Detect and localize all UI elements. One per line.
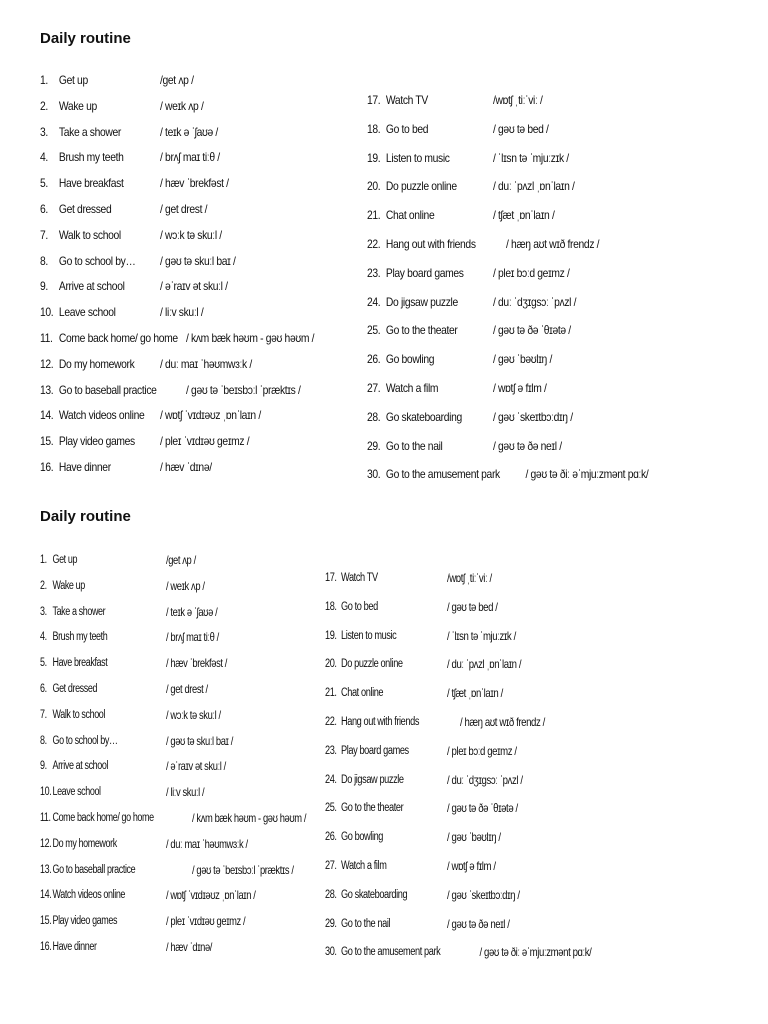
list-item: [40, 433, 250, 459]
item-phrase: Watch TV: [341, 572, 378, 584]
item-phrase: Play video games: [58, 434, 135, 449]
item-phrase: Chat online: [385, 208, 435, 223]
list-item: [40, 253, 236, 279]
item-number: 3.: [40, 605, 47, 618]
item-phrase: Have breakfast: [58, 176, 124, 191]
list-item: [40, 304, 204, 330]
item-pronunciation: / gəʊ tə ðiː əˈmjuːzmənt pɑːk/: [479, 945, 592, 960]
item-number: 21.: [367, 208, 381, 223]
item-phrase: Play board games: [385, 265, 464, 280]
item-pronunciation: / gəʊ tə skuːl baɪ /: [159, 253, 236, 268]
item-number: 18.: [367, 121, 381, 136]
item-number: 7.: [40, 708, 47, 721]
list-item: [40, 98, 204, 124]
item-phrase: Get up: [52, 554, 78, 566]
item-number: 10.: [40, 786, 52, 799]
item-phrase: Take a shower: [58, 124, 122, 139]
item-phrase: Go to school by…: [58, 253, 136, 268]
item-number: 2.: [40, 579, 47, 592]
item-number: 12.: [40, 356, 54, 371]
item-pronunciation: / əˈraɪv ət skuːl /: [159, 279, 228, 294]
item-phrase: Go to the nail: [385, 438, 443, 453]
item-pronunciation: / wɒtʃ ə fɪlm /: [447, 859, 496, 873]
list-item: [325, 743, 517, 772]
item-phrase: Do my homework: [58, 356, 135, 371]
section-title: Daily routine: [40, 508, 131, 525]
item-pronunciation: / wɒtʃ ˈvɪdɪəʊz ˌɒnˈlaɪn /: [165, 888, 256, 903]
item-pronunciation: / hæv ˈbrekfəst /: [159, 176, 229, 191]
item-phrase: Go to baseball practice: [52, 863, 136, 876]
list-item: [40, 227, 222, 253]
item-pronunciation: / get drest /: [159, 202, 208, 216]
list-item: [40, 149, 220, 175]
item-phrase: Watch TV: [385, 93, 428, 107]
list-item: [367, 265, 570, 294]
item-number: 8.: [40, 734, 47, 747]
item-pronunciation: / gəʊ tə ˈbeɪsbɔːl ˈpræktɪs /: [185, 382, 301, 397]
item-pronunciation: / brʌʃ maɪ tiːθ /: [159, 150, 220, 165]
item-number: 5.: [40, 657, 47, 670]
list-item: [40, 604, 218, 630]
item-phrase: Brush my teeth: [52, 631, 108, 644]
item-phrase: Come back home/ go home: [58, 331, 178, 345]
item-phrase: Hang out with friends: [341, 716, 420, 728]
item-phrase: Do jigsaw puzzle: [341, 773, 404, 786]
section-title: Daily routine: [40, 30, 131, 47]
item-phrase: Go to bed: [385, 121, 429, 136]
item-number: 7.: [40, 227, 48, 242]
list-item: [40, 862, 294, 888]
item-pronunciation: / wɒtʃ ə fɪlm /: [492, 381, 547, 395]
item-phrase: Go bowling: [385, 352, 435, 367]
item-phrase: Wake up: [58, 98, 97, 113]
list-item: [40, 72, 194, 98]
item-pronunciation: / gəʊ ˈskeɪtbɔːdɪŋ /: [492, 409, 573, 424]
item-number: 24.: [325, 773, 337, 786]
item-number: 13.: [40, 382, 54, 397]
item-pronunciation: / teɪk ə ˈʃaʊə /: [165, 604, 218, 619]
item-number: 18.: [325, 600, 337, 613]
item-pronunciation: / gəʊ tə ðə neɪl /: [447, 916, 510, 931]
list-item: [40, 887, 256, 913]
item-phrase: Go to the nail: [341, 917, 391, 930]
list-item: [40, 655, 227, 681]
list-item: [367, 322, 571, 351]
item-number: 16.: [40, 941, 52, 953]
list-item: [40, 629, 219, 655]
item-pronunciation: / liːv skuːl /: [165, 785, 205, 800]
list-item: [40, 201, 208, 227]
list-item: [40, 784, 205, 810]
item-number: 14.: [40, 889, 52, 902]
item-pronunciation: / tʃæt ˌɒnˈlaɪn /: [447, 686, 503, 701]
item-phrase: Wake up: [52, 579, 85, 592]
list-item: [367, 150, 569, 179]
item-phrase: Go to baseball practice: [58, 382, 157, 397]
item-phrase: Chat online: [341, 687, 384, 700]
item-pronunciation: /get ʌp /: [165, 553, 196, 567]
list-item: [325, 829, 501, 858]
item-phrase: Watch a film: [341, 860, 387, 872]
item-number: 21.: [325, 687, 337, 700]
item-pronunciation: /wɒtʃ ˌtiːˈviː /: [447, 571, 492, 585]
item-pronunciation: / wɔːk tə skuːl /: [159, 227, 222, 242]
item-phrase: Listen to music: [385, 150, 450, 165]
item-pronunciation: / gəʊ tə skuːl baɪ /: [165, 733, 233, 748]
item-phrase: Watch videos online: [52, 889, 126, 902]
item-number: 4.: [40, 150, 48, 165]
item-phrase: Leave school: [58, 305, 116, 320]
item-pronunciation: / gəʊ tə ðə neɪl /: [492, 438, 562, 453]
item-number: 12.: [40, 837, 52, 850]
list-item: [367, 466, 649, 495]
item-pronunciation: / get drest /: [165, 682, 208, 696]
item-pronunciation: / weɪk ʌp /: [159, 98, 204, 113]
item-number: 30.: [325, 946, 337, 959]
item-pronunciation: / gəʊ tə bed /: [447, 599, 498, 614]
list-item: [325, 772, 523, 801]
item-pronunciation: / wɒtʃ ˈvɪdɪəʊz ˌɒnˈlaɪn /: [159, 408, 261, 423]
item-pronunciation: / duː maɪ ˈhəʊmwɜːk /: [159, 356, 252, 371]
list-item: [40, 278, 228, 304]
item-phrase: Leave school: [52, 786, 101, 799]
list-item: [325, 599, 498, 628]
list-item: [40, 939, 212, 965]
item-number: 25.: [325, 802, 337, 815]
item-pronunciation: / hæŋ aʊt wɪð frendz /: [505, 237, 600, 251]
item-number: 22.: [367, 237, 381, 251]
list-item: [367, 380, 547, 409]
list-item: [325, 916, 510, 945]
item-number: 20.: [325, 658, 337, 671]
item-pronunciation: / gəʊ ˈskeɪtbɔːdɪŋ /: [447, 887, 520, 902]
item-pronunciation: / gəʊ tə ˈbeɪsbɔːl ˈpræktɪs /: [191, 862, 294, 877]
item-number: 15.: [40, 915, 52, 928]
item-number: 3.: [40, 124, 48, 139]
item-pronunciation: / hæŋ aʊt wɪð frendz /: [460, 715, 545, 729]
list-item: [367, 207, 555, 236]
list-item: [40, 578, 205, 604]
item-phrase: Come back home/ go home: [52, 812, 154, 824]
list-item: [367, 92, 543, 121]
item-pronunciation: / gəʊ ˈbəʊlɪŋ /: [492, 352, 553, 367]
item-phrase: Do jigsaw puzzle: [385, 294, 458, 309]
item-phrase: Get dressed: [58, 202, 112, 216]
item-number: 15.: [40, 434, 54, 449]
item-pronunciation: / weɪk ʌp /: [165, 578, 205, 593]
item-pronunciation: / ˈlɪsn tə ˈmjuːzɪk /: [447, 628, 516, 643]
list-item: [325, 656, 522, 685]
item-phrase: Watch a film: [385, 381, 439, 395]
item-phrase: Take a shower: [52, 605, 106, 618]
list-item: [367, 121, 549, 150]
item-number: 9.: [40, 279, 48, 294]
item-phrase: Hang out with friends: [385, 237, 476, 251]
list-item: [40, 382, 301, 408]
item-pronunciation: /get ʌp /: [159, 73, 194, 87]
item-number: 6.: [40, 202, 48, 216]
item-pronunciation: / gəʊ tə ðiː əˈmjuːzmənt pɑːk/: [525, 467, 649, 482]
list-item: [325, 570, 492, 599]
item-phrase: Get dressed: [52, 683, 98, 695]
item-phrase: Go to bed: [341, 600, 378, 613]
item-number: 11.: [40, 812, 51, 824]
item-pronunciation: / əˈraɪv ət skuːl /: [165, 759, 226, 774]
item-pronunciation: / gəʊ tə ðə ˈθɪətə /: [492, 323, 571, 338]
list-item: [325, 628, 516, 657]
item-number: 23.: [325, 744, 337, 757]
item-pronunciation: / ˈlɪsn tə ˈmjuːzɪk /: [492, 150, 569, 165]
item-number: 2.: [40, 98, 48, 113]
item-phrase: Get up: [58, 73, 88, 87]
item-pronunciation: / hæv ˈbrekfəst /: [165, 656, 227, 671]
item-phrase: Do my homework: [52, 837, 117, 850]
item-number: 16.: [40, 460, 54, 474]
item-pronunciation: /wɒtʃ ˌtiːˈviː /: [492, 93, 543, 107]
item-pronunciation: / hæv ˈdɪnə/: [165, 940, 212, 954]
list-item: [40, 681, 208, 707]
item-pronunciation: / duː ˈdʒɪgsɔː ˈpʌzl /: [492, 294, 577, 309]
item-phrase: Have dinner: [58, 460, 111, 474]
item-pronunciation: / wɔːk tə skuːl /: [165, 707, 221, 722]
item-number: 24.: [367, 294, 381, 309]
item-phrase: Do puzzle online: [385, 179, 457, 194]
item-phrase: Go to the amusement park: [385, 467, 500, 482]
item-number: 28.: [367, 409, 381, 424]
item-number: 19.: [367, 150, 381, 165]
item-pronunciation: / pleɪ bɔːd geɪmz /: [492, 265, 570, 280]
item-number: 1.: [40, 73, 48, 87]
item-pronunciation: / pleɪ ˈvɪdɪəʊ geɪmz /: [165, 914, 246, 929]
list-item: [325, 714, 545, 743]
item-number: 17.: [325, 572, 337, 584]
item-number: 4.: [40, 631, 47, 644]
item-phrase: Brush my teeth: [58, 150, 124, 165]
item-phrase: Walk to school: [58, 227, 121, 242]
item-number: 23.: [367, 265, 381, 280]
item-phrase: Go bowling: [341, 831, 384, 844]
item-pronunciation: / hæv ˈdɪnə/: [159, 460, 212, 474]
item-number: 29.: [367, 438, 381, 453]
list-item: [40, 407, 261, 433]
item-pronunciation: / gəʊ ˈbəʊlɪŋ /: [447, 830, 501, 845]
item-pronunciation: / duː ˈdʒɪgsɔː ˈpʌzl /: [447, 772, 523, 787]
item-pronunciation: / gəʊ tə ðə ˈθɪətə /: [447, 801, 518, 816]
list-item: [40, 913, 246, 939]
item-pronunciation: / brʌʃ maɪ tiːθ /: [165, 630, 219, 645]
item-phrase: Do puzzle online: [341, 658, 403, 671]
item-number: 22.: [325, 716, 337, 728]
list-item: [40, 124, 218, 150]
item-number: 9.: [40, 760, 47, 773]
item-number: 26.: [325, 831, 337, 844]
item-number: 26.: [367, 352, 381, 367]
item-pronunciation: / pleɪ ˈvɪdɪəʊ geɪmz /: [159, 434, 250, 449]
list-item: [325, 887, 520, 916]
item-phrase: Go skateboarding: [385, 409, 462, 424]
item-number: 13.: [40, 863, 52, 876]
list-item: [367, 178, 575, 207]
item-number: 25.: [367, 323, 381, 338]
item-pronunciation: / duː ˈpʌzl ˌɒnˈlaɪn /: [492, 179, 575, 194]
item-phrase: Listen to music: [341, 629, 397, 642]
list-item: [325, 858, 496, 887]
item-phrase: Go to school by…: [52, 734, 118, 747]
list-item: [325, 944, 592, 973]
item-pronunciation: / kʌm bæk həʊm - gəʊ həʊm /: [185, 331, 315, 345]
list-item: [367, 438, 562, 467]
item-number: 8.: [40, 253, 48, 268]
list-item: [40, 836, 248, 862]
item-pronunciation: / tʃæt ˌɒnˈlaɪn /: [492, 208, 555, 223]
list-item: [40, 330, 315, 356]
item-number: 30.: [367, 467, 381, 482]
item-number: 27.: [367, 381, 381, 395]
item-phrase: Walk to school: [52, 708, 106, 721]
list-item: [40, 758, 226, 784]
item-phrase: Have breakfast: [52, 657, 108, 670]
item-number: 20.: [367, 179, 381, 194]
item-pronunciation: / kʌm bæk həʊm - gəʊ həʊm /: [191, 811, 307, 825]
item-pronunciation: / teɪk ə ˈʃaʊə /: [159, 124, 218, 139]
list-item: [367, 351, 553, 380]
list-item: [40, 810, 307, 836]
item-number: 1.: [40, 554, 47, 566]
list-item: [40, 733, 233, 759]
item-pronunciation: / duː maɪ ˈhəʊmwɜːk /: [165, 836, 248, 851]
item-number: 19.: [325, 629, 337, 642]
item-phrase: Play board games: [341, 744, 409, 757]
list-item: [40, 707, 221, 733]
list-item: [40, 175, 229, 201]
item-pronunciation: / gəʊ tə bed /: [492, 121, 549, 136]
item-number: 29.: [325, 917, 337, 930]
item-number: 27.: [325, 860, 337, 872]
list-item: [40, 459, 212, 485]
item-phrase: Go to the amusement park: [341, 946, 441, 959]
list-item: [367, 409, 573, 438]
item-number: 17.: [367, 93, 381, 107]
list-item: [367, 236, 600, 265]
item-number: 5.: [40, 176, 48, 191]
routine-section-1: [0, 0, 768, 500]
item-pronunciation: / liːv skuːl /: [159, 305, 204, 320]
item-phrase: Play video games: [52, 915, 118, 928]
item-phrase: Arrive at school: [52, 760, 109, 773]
item-number: 14.: [40, 408, 54, 423]
item-pronunciation: / pleɪ bɔːd geɪmz /: [447, 743, 517, 758]
list-item: [325, 685, 503, 714]
routine-section-2: [0, 500, 768, 1024]
list-item: [367, 294, 577, 323]
list-item: [325, 800, 518, 829]
item-phrase: Go skateboarding: [341, 888, 408, 901]
item-phrase: Watch videos online: [58, 408, 145, 423]
item-phrase: Arrive at school: [58, 279, 125, 294]
list-item: [40, 552, 196, 578]
item-number: 6.: [40, 683, 47, 695]
item-pronunciation: / duː ˈpʌzl ˌɒnˈlaɪn /: [447, 657, 522, 672]
item-number: 10.: [40, 305, 54, 320]
list-item: [40, 356, 252, 382]
item-phrase: Have dinner: [52, 941, 97, 953]
item-phrase: Go to the theater: [341, 802, 404, 815]
item-number: 11.: [40, 331, 53, 345]
item-phrase: Go to the theater: [385, 323, 458, 338]
item-number: 28.: [325, 888, 337, 901]
